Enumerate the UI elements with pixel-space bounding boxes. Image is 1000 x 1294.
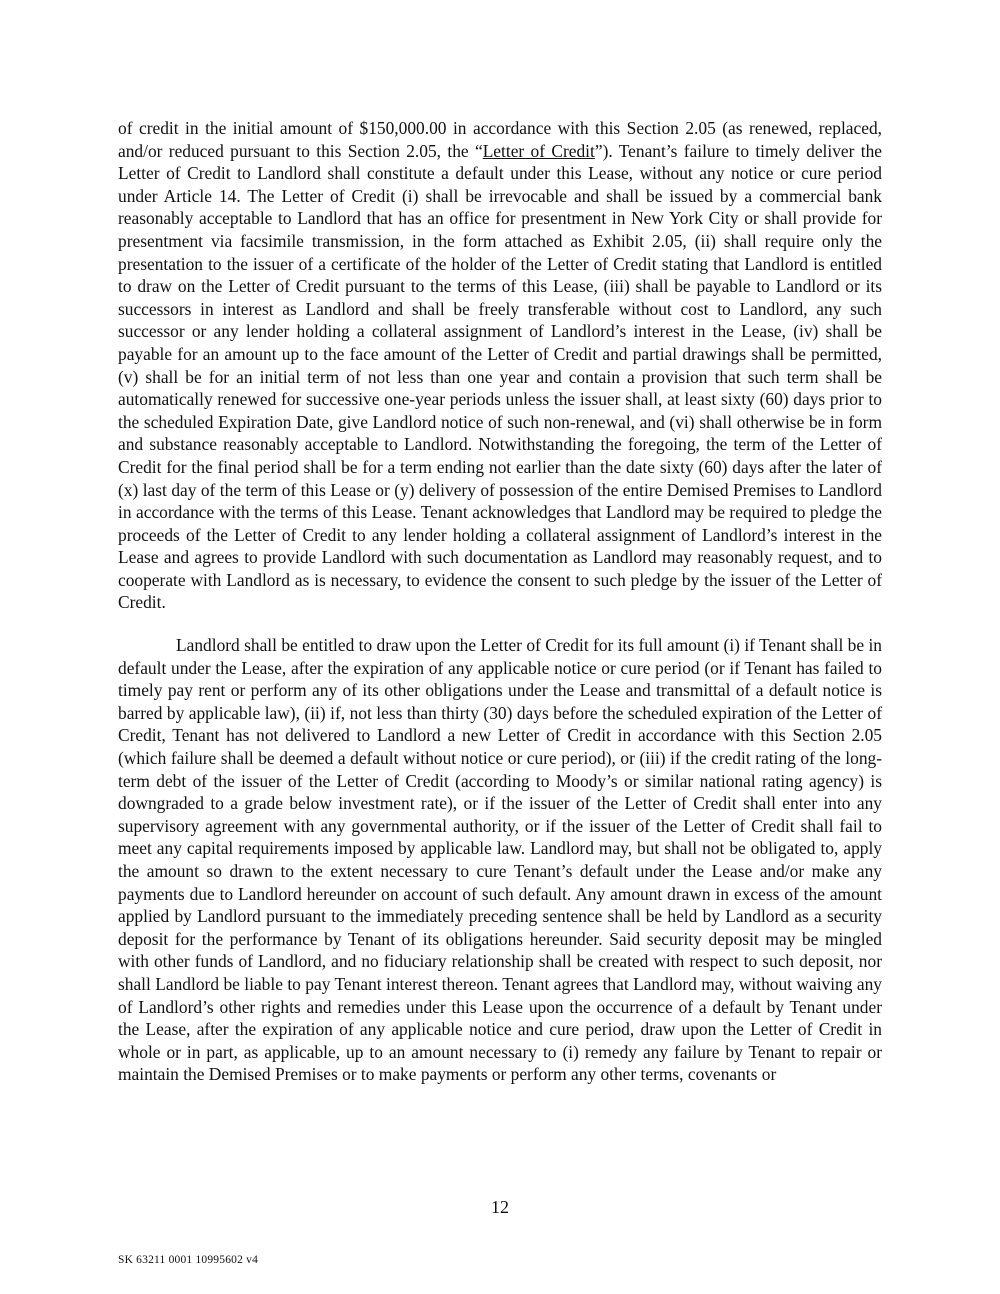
document-body [118, 117, 882, 1086]
footer-document-id: SK 63211 0001 10995602 v4 [118, 1254, 259, 1266]
page-number: 12 [491, 1197, 509, 1217]
paragraph-1-text-rest: ”). Tenant’s failure to timely deliver the Letter of Credit to Landlord shall constitute a default under this Lease, without any notice or cure period under Article 14. The Letter of Credit (i) shall be irrevocable and shall be issued by a commercial bank reasonably acceptable to Landlord that has an office for presentment in New York City or shall provide for presentment via facsimile transmission, in the form attached as Exhibit 2.05, (ii) shall require only the presentation to the issuer of a certificate of the holder of the Letter of Credit stating that Landlord is entitled to draw on the Letter of Credit pursuant to the terms of this Lease, (iii) shall be payable to Landlord or its successors in interest as Landlord and shall be freely transferable without cost to Landlord, any such successor or any lender holding a collateral assignment of Landlord’s interest in the Lease, (iv) shall be payable for an amount up to the face amount of the Letter of Credit and partial drawings shall be permitted, (v) shall be for an initial term of not less than one year and contain a provision that such term shall be automatically renewed for successive one-year periods unless the issuer shall, at least sixty (60) days prior to the scheduled Expiration Date, give Landlord notice of such non-renewal, and (vi) shall otherwise be in form and substance reasonably acceptable to Landlord. Notwithstanding the foregoing, the term of the Letter of Credit for the final period shall be for a term ending not earlier than the date sixty (60) days after the later of (x) last day of the term of this Lease or (y) delivery of possession of the entire Demised Premises to Landlord in accordance with the terms of this Lease. Tenant acknowledges that Landlord may be required to pledge the proceeds of the Letter of Credit to any lender holding a collateral assignment of Landlord’s interest in the Lease and agrees to provide Landlord with such documentation as Landlord may reasonably request, and to cooperate with Landlord as is necessary, to evidence the consent to such pledge by the issuer of the Letter of Credit. [118, 140, 883, 613]
paragraph-landlord-draw-rights: Landlord shall be entitled to draw upon the Letter of Credit for its full amount (i) if Tenant shall be in default under the Lease, after the expiration of any applicable notice or cure period (or if Tenant has failed to timely pay rent or perform any of its other obligations under the Lease and transmittal of a default notice is barred by applicable law), (ii) if, not less than thirty (30) days before the scheduled expiration of the Letter of Credit, Tenant has not delivered to Landlord a new Letter of Credit in accordance with this Section 2.05 (which failure shall be deemed a default without notice or cure period), or (iii) if the credit rating of the long-term debt of the issuer of the Letter of Credit (according to Moody’s or similar national rating agency) is downgraded to a grade below investment rate), or if the issuer of the Letter of Credit shall enter into any supervisory agreement with any governmental authority, or if the issuer of the Letter of Credit shall fail to meet any capital requirements imposed by applicable law. Landlord may, but shall not be obligated to, apply the amount so drawn to the extent necessary to cure Tenant’s default under the Lease and/or make any payments due to Landlord hereunder on account of such default. Any amount drawn in excess of the amount applied by Landlord pursuant to the immediately preceding sentence shall be held by Landlord as a security deposit for the performance by Tenant of its obligations hereunder. Said security deposit may be mingled with other funds of Landlord, and no fiduciary relationship shall be created with respect to such deposit, nor shall Landlord be liable to pay Tenant interest thereon. Tenant agrees that Landlord may, without waiving any of Landlord’s other rights and remedies under this Lease upon the occurrence of a default by Tenant under the Lease, after the expiration of any applicable notice and cure period, draw upon the Letter of Credit in whole or in part, as applicable, up to an amount necessary to (i) remedy any failure by Tenant to repair or maintain the Demised Premises or to make payments or perform any other terms, covenants or [118, 635, 882, 1085]
defined-term-letter-of-credit: Letter of Credit [482, 140, 595, 161]
paragraph-letter-of-credit-terms [118, 117, 882, 614]
paragraph-1-text-start: of credit in the initial amount of $150,000.00 in accordance with this Section 2.05 (as renewed, replaced, and/or reduced pursuant to this Section 2.05, the “ [118, 118, 882, 161]
